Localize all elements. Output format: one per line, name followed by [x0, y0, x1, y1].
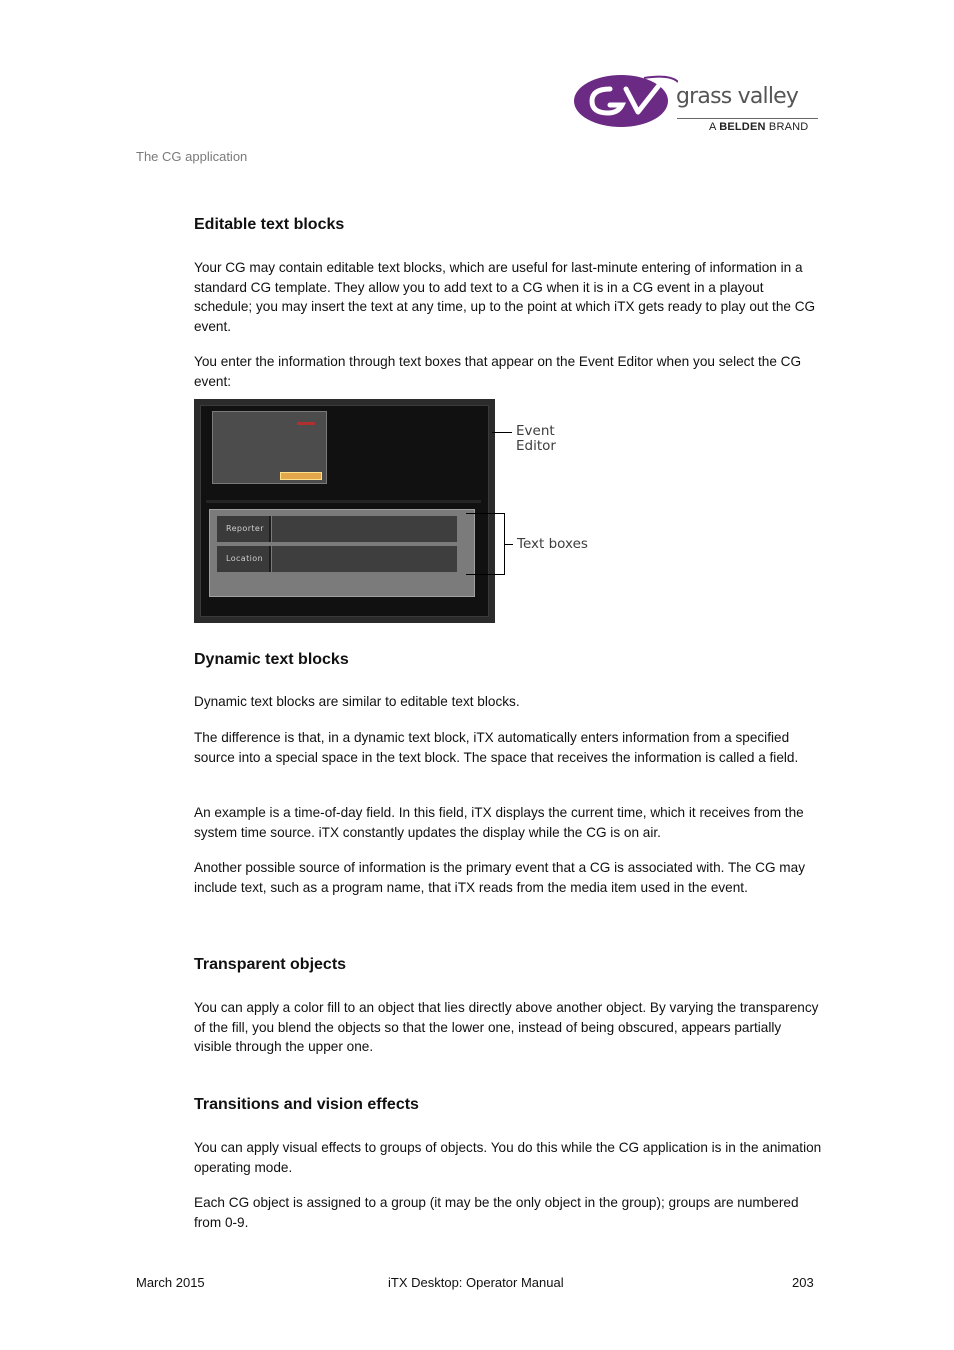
text-box-row-reporter: [217, 516, 457, 542]
event-editor-leader-line: [492, 432, 512, 433]
paragraph-editable-1: Your CG may contain editable text blocks, which are useful for last-minute entering of information in a standard CG template. They allow you to add text to a CG when it is in a CG event in a playout schedule; you may insert the text at any time, up to the point at which iTX gets ready to play out the CG event.: [194, 260, 816, 334]
location-label: Location: [217, 546, 271, 572]
cg-preview-thumbnail: [212, 411, 327, 484]
reporter-label: Reporter: [217, 516, 271, 542]
text-box-row-location: [217, 546, 457, 572]
heading-editable: Editable text blocks: [194, 216, 345, 233]
logo-rule: [677, 118, 818, 119]
event-editor-figure: [194, 399, 594, 623]
event-editor-callout: [516, 424, 556, 454]
footer-title: iTX Desktop: Operator Manual: [388, 1275, 564, 1290]
heading-dynamic: Dynamic text blocks: [194, 651, 349, 668]
preview-red-text: [297, 422, 315, 425]
grass-valley-logo: [574, 70, 824, 136]
bracket-leader: [504, 544, 513, 545]
running-head: The CG application: [136, 149, 248, 164]
paragraph-editable-2: You enter the information through text boxes that appear on the Event Editor when you select the CG event:: [194, 354, 802, 389]
logo-wordmark: grass valley: [676, 84, 799, 109]
paragraph-dynamic-3: An example is a time-of-day field. In this field, iTX displays the current time, which it receives from the system time source. iTX constantly updates the display while the CG is on air.: [194, 805, 804, 840]
event-editor-callout-line2: Editor: [516, 438, 556, 454]
heading-transparent: Transparent objects: [194, 956, 347, 973]
brand-bold: BELDEN: [719, 121, 766, 133]
reporter-field[interactable]: [272, 516, 457, 542]
paragraph-transparent-1: You can apply a color fill to an object that lies directly above another object. By varying the transparency of the fill, you blend the objects so that the lower one, instead of being obscured, appears partially visible through the upper one.: [194, 1000, 819, 1054]
preview-caption-bar: [280, 472, 322, 480]
footer-page-number: 203: [792, 1275, 814, 1290]
text-boxes-callout: Text boxes: [517, 536, 588, 552]
paragraph-transitions-1: You can apply visual effects to groups of objects. You do this while the CG application is in the animation operating mode.: [194, 1140, 822, 1175]
brand-prefix: A: [709, 121, 716, 133]
brand-suffix: BRAND: [768, 121, 809, 133]
heading-transitions: Transitions and vision effects: [194, 1096, 419, 1113]
paragraph-dynamic-4: Another possible source of information is the primary event that a CG is associated with. The CG may include text, such as a program name, that iTX reads from the media item used in the event.: [194, 860, 805, 895]
location-field[interactable]: [272, 546, 457, 572]
footer-date: March 2015: [136, 1275, 205, 1290]
paragraph-dynamic-1: Dynamic text blocks are similar to editable text blocks.: [194, 694, 520, 709]
gv-emblem-icon: [574, 72, 678, 130]
editor-divider: [206, 500, 481, 503]
text-box-panel: [209, 509, 475, 597]
event-editor-screenshot: [194, 399, 495, 623]
paragraph-dynamic-2: The difference is that, in a dynamic text block, iTX automatically enters information from a specified source into a special space in the text block. The space that receives the information is called a field.: [194, 730, 799, 765]
logo-brandline: [709, 121, 808, 133]
bracket-top: [466, 513, 504, 514]
paragraph-transitions-2: Each CG object is assigned to a group (it may be the only object in the group); groups are numbered from 0-9.: [194, 1195, 799, 1230]
bracket-bottom: [466, 574, 504, 575]
event-editor-callout-line1: Event: [516, 423, 555, 439]
